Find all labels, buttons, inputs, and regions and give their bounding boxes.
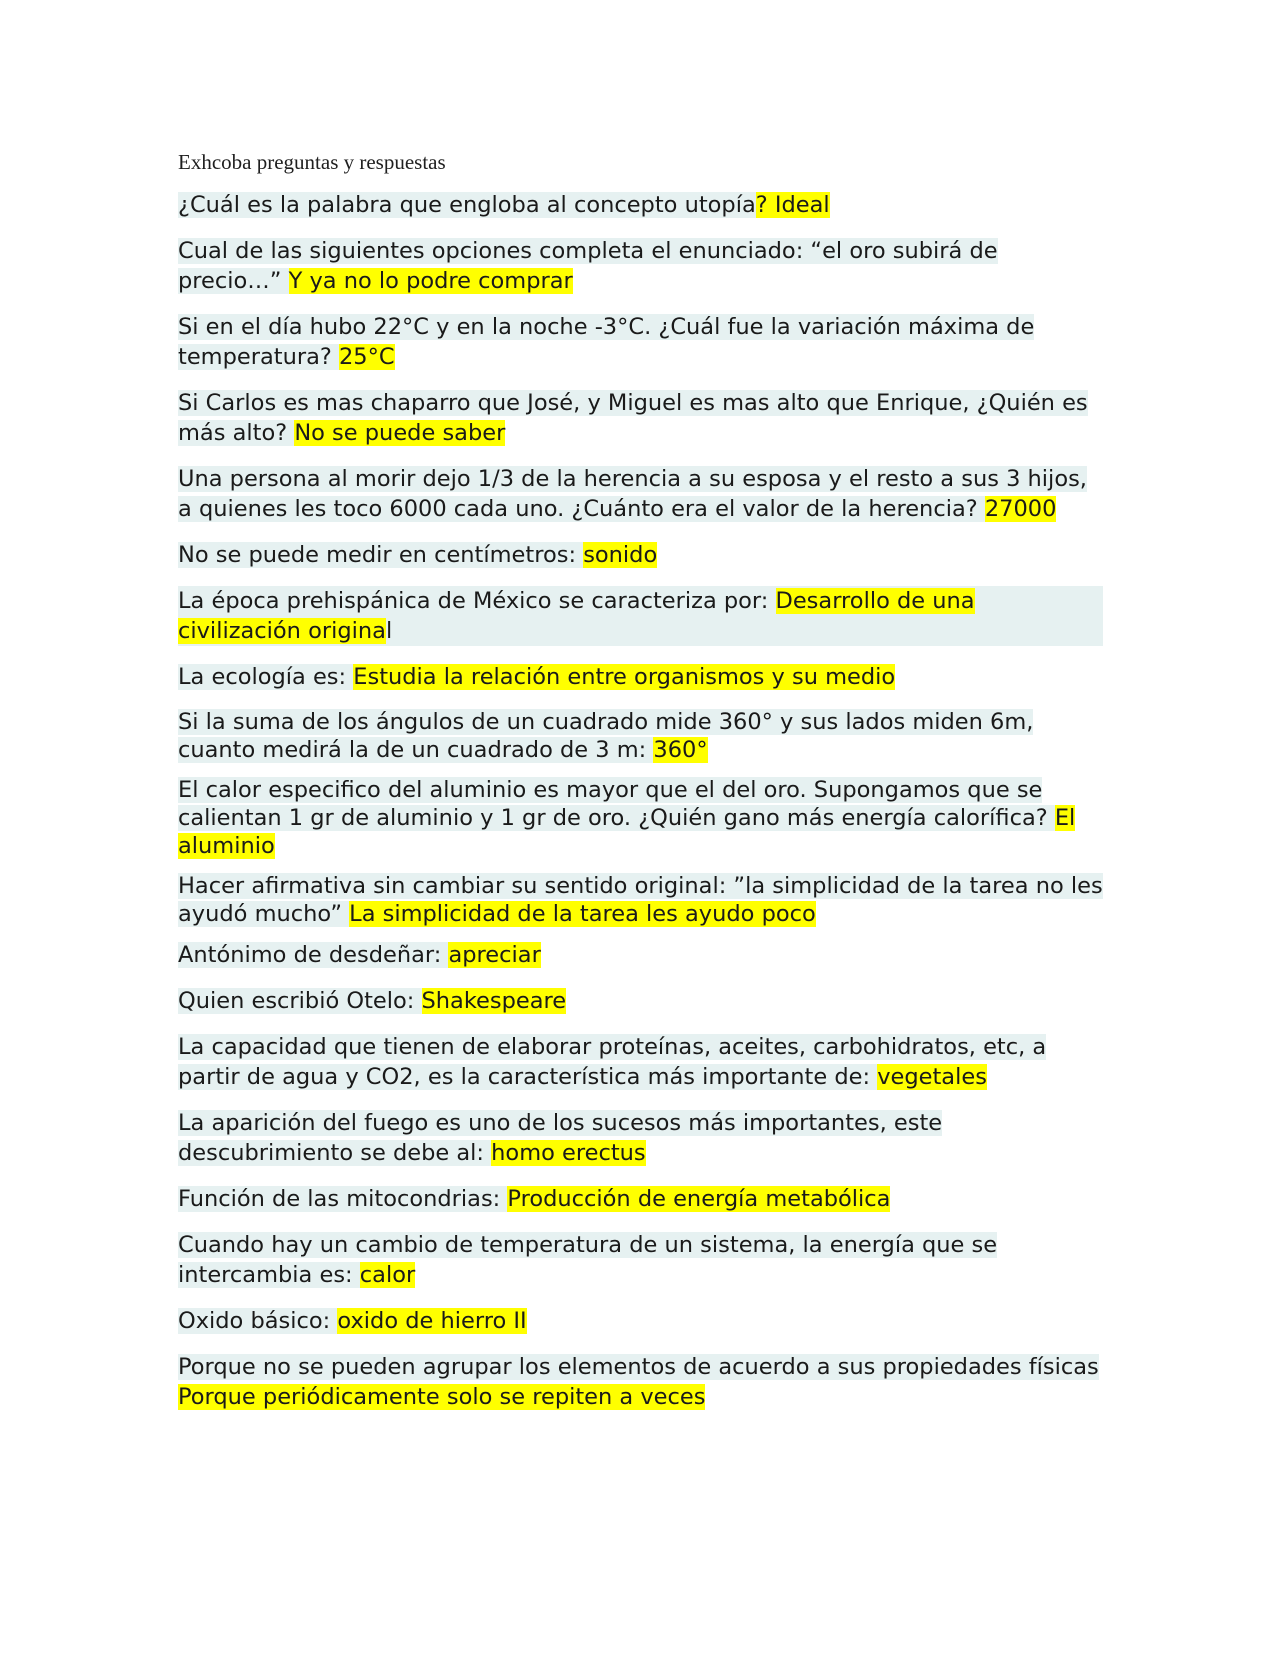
answer-highlight: Estudia la relación entre organismos y su medio [353, 664, 896, 690]
answer-highlight: 25°C [338, 344, 395, 370]
question-text: Función de las mitocondrias: [178, 1186, 508, 1212]
answer-highlight: oxido de hierro II [337, 1308, 527, 1334]
answer-highlight: Porque periódicamente solo se repiten a veces [178, 1384, 706, 1410]
answer-highlight: No se puede saber [294, 420, 506, 446]
question-text: La ecología es: [178, 664, 354, 690]
qa-item-14 [178, 1032, 1103, 1092]
question-text: ¿Cuál es la palabra que engloba al concepto utopía [178, 192, 756, 218]
qa-item-13 [178, 986, 1103, 1016]
qa-item-15 [178, 1108, 1103, 1168]
answer-highlight: 27000 [984, 496, 1057, 522]
answer-tail: l [385, 618, 393, 644]
question-text: Quien escribió Otelo: [178, 988, 422, 1014]
question-text: Porque no se pueden agrupar los elementos de acuerdo a sus propiedades físicas [178, 1354, 1099, 1380]
qa-item-11 [178, 872, 1103, 928]
answer-highlight: Desarrollo de una civilización origina [178, 588, 975, 644]
question-text: Antónimo de desdeñar: [178, 942, 449, 968]
qa-item-5 [178, 464, 1103, 524]
answer-highlight: ? Ideal [755, 192, 830, 218]
document-title: Exhcoba preguntas y respuestas [178, 150, 446, 174]
question-text: No se puede medir en centímetros: [178, 542, 584, 568]
question-text: Si Carlos es mas chaparro que José, y Miguel es mas alto que Enrique, ¿Quién es más alto? [178, 390, 1088, 446]
answer-highlight: Shakespeare [421, 988, 567, 1014]
question-text: La capacidad que tienen de elaborar proteínas, aceites, carbohidratos, etc, a partir de agua y CO2, es la característica más importante de: [178, 1034, 1047, 1090]
question-text: Una persona al morir dejo 1/3 de la herencia a su esposa y el resto a sus 3 hijos, a quienes les toco 6000 cada uno. ¿Cuánto era el valor de la herencia? [178, 466, 1087, 522]
qa-item-9 [178, 708, 1103, 764]
question-text: Cual de las siguientes opciones completa el enunciado: “el oro subirá de precio…” [178, 238, 998, 294]
qa-item-19 [178, 1352, 1103, 1412]
answer-highlight: El aluminio [178, 805, 1076, 859]
question-text: La aparición del fuego es uno de los sucesos más importantes, este descubrimiento se debe al: [178, 1110, 943, 1166]
qa-item-3 [178, 312, 1103, 372]
qa-item-2 [178, 236, 1103, 296]
answer-highlight: 360° [653, 737, 708, 763]
answer-highlight: homo erectus [491, 1140, 646, 1166]
question-text: Si en el día hubo 22°C y en la noche -3°C. ¿Cuál fue la variación máxima de temperatura? [178, 314, 1035, 370]
answer-highlight: sonido [583, 542, 658, 568]
question-text: Si la suma de los ángulos de un cuadrado mide 360° y sus lados miden 6m, cuanto medirá la de un cuadrado de 3 m: [178, 709, 1034, 763]
qa-item-12 [178, 940, 1103, 970]
qa-item-10 [178, 776, 1103, 860]
answer-highlight: apreciar [448, 942, 541, 968]
question-text: Cuando hay un cambio de temperatura de un sistema, la energía que se intercambia es: [178, 1232, 998, 1288]
qa-item-7 [178, 586, 1103, 646]
qa-item-1 [178, 190, 1103, 220]
qa-item-16 [178, 1184, 1103, 1214]
answer-highlight: vegetales [877, 1064, 987, 1090]
answer-highlight: Producción de energía metabólica [507, 1186, 891, 1212]
qa-item-6 [178, 540, 1103, 570]
question-text: La época prehispánica de México se caracteriza por: [178, 588, 776, 614]
answer-highlight: Y ya no lo podre comprar [288, 268, 573, 294]
qa-item-8 [178, 662, 1103, 692]
answer-highlight: calor [359, 1262, 416, 1288]
answer-highlight: La simplicidad de la tarea les ayudo poco [349, 901, 816, 927]
document-body [178, 148, 1103, 1428]
qa-item-18 [178, 1306, 1103, 1336]
question-text: Hacer afirmativa sin cambiar su sentido original: ”la simplicidad de la tarea no les ayudó mucho” [178, 873, 1103, 927]
question-text: Oxido básico: [178, 1308, 338, 1334]
qa-item-4 [178, 388, 1103, 448]
question-text: El calor especifico del aluminio es mayor que el del oro. Supongamos que se calientan 1 gr de aluminio y 1 gr de oro. ¿Quién gano más energía calorífica? [178, 777, 1055, 831]
qa-item-17 [178, 1230, 1103, 1290]
